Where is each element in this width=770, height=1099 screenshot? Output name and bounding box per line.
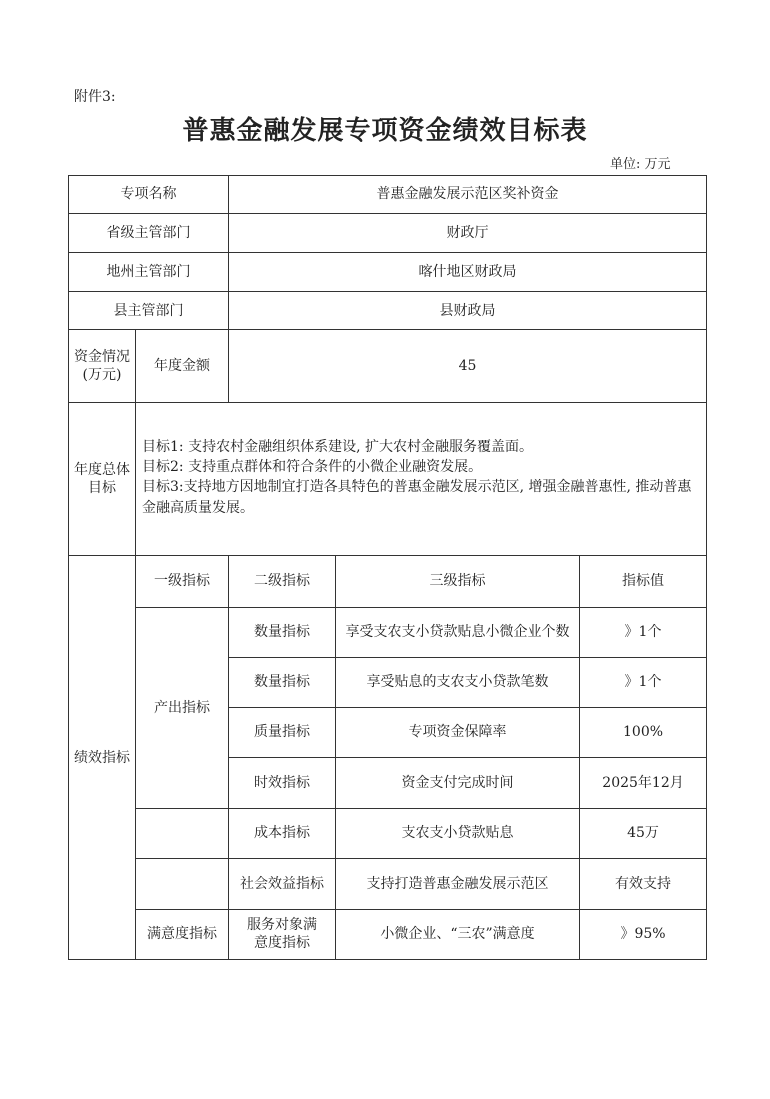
provincial-dept-row [69,214,707,253]
page-title: 普惠金融发展专项资金绩效目标表 [182,116,588,146]
annual-goals-content [136,403,707,556]
indicator-value: 45万 [580,808,707,858]
prefecture-dept-value: 喀什地区财政局 [229,253,707,292]
annual-goals-row [69,403,707,556]
indicator-header-row [69,556,707,607]
header-level2: 二级指标 [229,556,336,607]
goal-item: 目标1: 支持农村金融组织体系建设, 扩大农村金融服务覆盖面。 [142,438,533,455]
project-name-label: 专项名称 [69,176,229,214]
indicator-value: 》1个 [580,607,707,657]
performance-target-table [68,175,707,960]
performance-label: 绩效指标 [69,556,136,960]
indicator-level3: 支持打造普惠金融发展示范区 [336,858,580,909]
indicator-level2: 成本指标 [229,808,336,858]
attachment-label: 附件3: [74,89,116,105]
funding-row [69,330,707,403]
county-dept-row [69,292,707,330]
indicator-level3: 小微企业、“三农”满意度 [336,909,580,959]
indicator-value: 》95% [580,909,707,959]
prefecture-dept-row [69,253,707,292]
county-dept-label: 县主管部门 [69,292,229,330]
annual-amount-label: 年度金额 [136,330,229,403]
indicator-level2: 社会效益指标 [229,858,336,909]
provincial-dept-value: 财政厅 [229,214,707,253]
project-name-value: 普惠金融发展示范区奖补资金 [229,176,707,214]
indicator-level2: 数量指标 [229,607,336,657]
indicator-level3: 享受支农支小贷款贴息小微企业个数 [336,607,580,657]
prefecture-dept-label: 地州主管部门 [69,253,229,292]
indicator-value: 100% [580,707,707,757]
output-indicator-label: 产出指标 [136,607,229,808]
indicator-level3: 专项资金保障率 [336,707,580,757]
annual-amount-value: 45 [229,330,707,403]
unit-label: 单位: 万元 [610,157,671,172]
indicator-level3: 享受贴息的支农支小贷款笔数 [336,657,580,707]
table-row [69,909,707,959]
indicator-level2: 质量指标 [229,707,336,757]
indicator-level3: 资金支付完成时间 [336,757,580,808]
empty-level1-cell [136,858,229,909]
provincial-dept-label: 省级主管部门 [69,214,229,253]
header-value: 指标值 [580,556,707,607]
goal-item: 目标3:支持地方因地制宜打造各具特色的普惠金融发展示范区, 增强金融普惠性, 推动普惠金融高质量发展。 [142,479,692,516]
indicator-level2: 服务对象满意度指标 [229,909,336,959]
goal-item: 目标2: 支持重点群体和符合条件的小微企业融资发展。 [142,459,483,476]
annual-goals-label: 年度总体目标 [69,403,136,556]
county-dept-value: 县财政局 [229,292,707,330]
table-row [69,858,707,909]
indicator-level2: 时效指标 [229,757,336,808]
table-row [69,808,707,858]
empty-level1-cell [136,808,229,858]
indicator-value: 有效支持 [580,858,707,909]
indicator-level2: 数量指标 [229,657,336,707]
indicator-level3: 支农支小贷款贴息 [336,808,580,858]
indicator-value: 》1个 [580,657,707,707]
header-level1: 一级指标 [136,556,229,607]
indicator-value: 2025年12月 [580,757,707,808]
satisfaction-indicator-label: 满意度指标 [136,909,229,959]
funding-label: 资金情况(万元) [69,330,136,403]
header-level3: 三级指标 [336,556,580,607]
project-name-row [69,176,707,214]
table-row [69,607,707,657]
